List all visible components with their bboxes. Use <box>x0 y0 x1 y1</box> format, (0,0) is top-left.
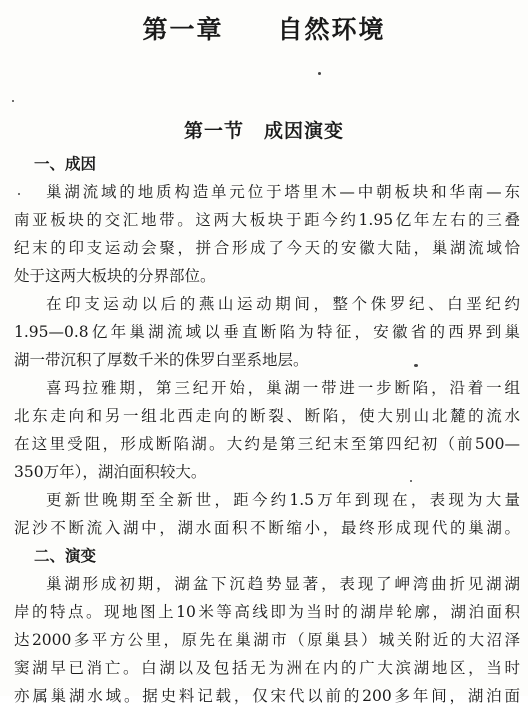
paragraph-line: 更新世晚期至全新世，距今约1.5万年到现在，表现为大量 <box>46 491 520 509</box>
paragraph-line: 纪末的印支运动会聚，拼合形成了今天的安徽大陆，巢湖流域恰 <box>14 239 520 257</box>
scan-speck <box>410 480 412 482</box>
paragraph-line: 巢湖形成初期，湖盆下沉趋势显著，表现了岬湾曲折见湖湖 <box>46 575 520 593</box>
paragraph-line: 达2000多平方公里，原先在巢湖市（原巢县）城关附近的大沼泽 <box>14 631 520 649</box>
scan-speck <box>414 364 418 367</box>
body-text <box>14 150 520 710</box>
paragraph-line: 岸的特点。现地图上10米等高线即为当时的湖岸轮廓，湖泊面积 <box>14 603 520 621</box>
heading-evolution: 二、演变 <box>34 546 97 565</box>
paragraph-line: 350万年），湖泊面积较大。 <box>14 463 207 481</box>
paragraph-line: 1.95—0.8亿年巢湖流域以垂直断陷为特征，安徽省的西界到巢 <box>14 323 520 341</box>
paragraph-line: 在这里受阻，形成断陷湖。大约是第三纪末至第四纪初（前500— <box>14 435 520 453</box>
paragraph-line: 处于这两大板块的分界部位。 <box>14 267 216 285</box>
scan-speck <box>318 72 321 75</box>
paragraph-line: 在印支运动以后的燕山运动期间，整个侏罗纪、白垩纪约 <box>46 295 520 313</box>
paragraph-line: 亦属巢湖水域。据史料记载，仅宋代以前的200多年间，湖泊面 <box>14 687 520 705</box>
paragraph-line: 喜玛拉雅期，第三纪开始，巢湖一带进一步断陷，沿着一组 <box>46 379 520 397</box>
heading-causes: 一、成因 <box>34 154 97 173</box>
chapter-title: 第一章 自然环境 <box>142 15 386 44</box>
paragraph-line: 窦湖早已消亡。白湖以及包括无为洲在内的广大滨湖地区，当时 <box>14 659 520 677</box>
scan-speck <box>12 100 14 102</box>
paragraph-line: 湖一带沉积了厚数千米的侏罗白垩系地层。 <box>14 351 309 369</box>
paragraph-line: 南亚板块的交汇地带。这两大板块于距今约1.95亿年左右的三叠 <box>14 211 520 229</box>
paragraph-line: 泥沙不断流入湖中，湖水面积不断缩小，最终形成现代的巢湖。 <box>14 519 520 537</box>
scan-speck <box>18 193 20 195</box>
paragraph-line: 巢湖流域的地质构造单元位于塔里木—中朝板块和华南—东 <box>46 183 520 201</box>
paragraph-line: 北东走向和另一组北西走向的断裂、断陷，使大别山北麓的流水 <box>14 407 520 425</box>
section-title: 第一节 成因演变 <box>183 120 344 142</box>
